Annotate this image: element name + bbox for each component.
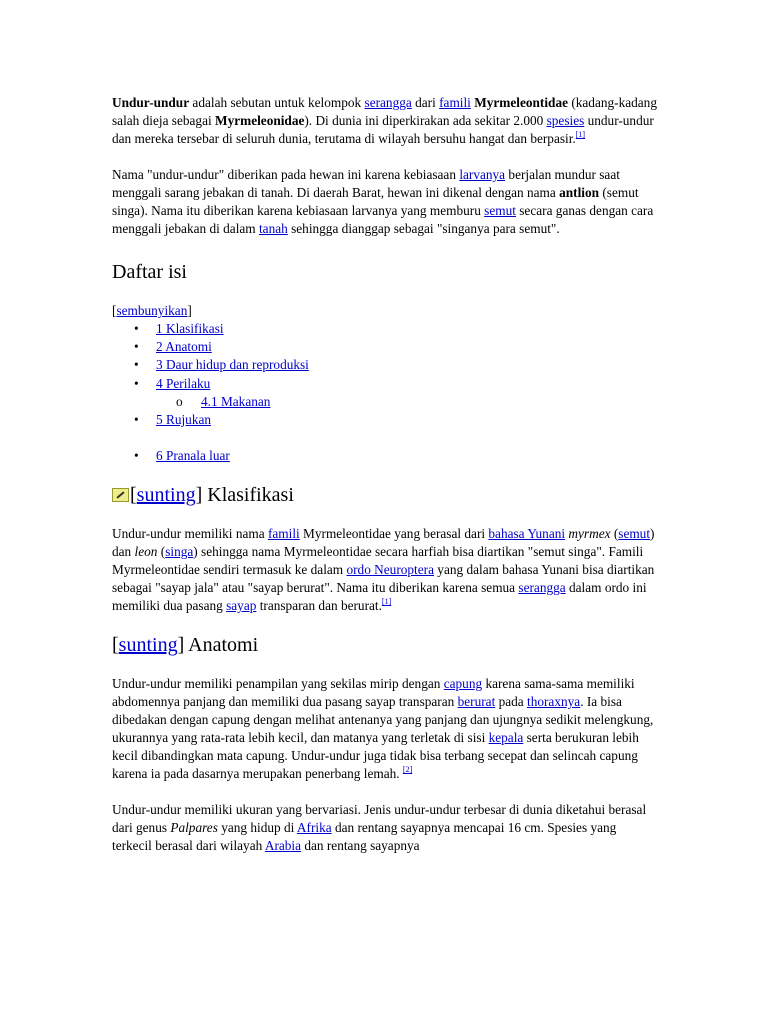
text: karena sama-sama memiliki abdomennya panjang dan memiliki dua pasang sayap transparan <box>112 676 635 710</box>
toc-item <box>112 411 657 429</box>
intro-paragraph-1 <box>112 94 657 148</box>
toc-link-perilaku[interactable]: 4 Perilaku <box>156 375 211 391</box>
edit-open-bracket: [ <box>112 634 119 657</box>
toc-subitem <box>112 393 657 411</box>
toc-heading: Daftar isi <box>112 261 187 283</box>
text: yang dalam bahasa Yunani bisa diartikan sebagai "sayap jala" atau "sayap berurat". Nama itu diberikan karena semua <box>112 562 655 596</box>
section-title: Anatomi <box>184 634 259 657</box>
toc-list <box>112 320 657 465</box>
bullet-icon: • <box>134 448 139 464</box>
link-ordo-neuroptera[interactable]: ordo Neuroptera <box>346 562 434 578</box>
text: yang hidup di <box>217 820 297 836</box>
text: dari <box>411 95 440 110</box>
text: Myrmeleontidae yang berasal dari <box>299 526 489 542</box>
text: ) dan <box>112 526 655 560</box>
toc-link-pranala-luar[interactable]: 6 Pranala luar <box>156 448 230 464</box>
text: ( <box>610 526 619 542</box>
toc-item <box>112 320 657 338</box>
toc-toggle-line <box>112 302 657 320</box>
text: Undur-undur memiliki ukuran yang bervariasi. Jenis undur-undur terbesar di dunia diketahui berasal dari genus <box>112 802 647 836</box>
toc-item <box>112 375 657 393</box>
reference-link-1[interactable]: [1] <box>575 130 586 139</box>
text: Undur-undur memiliki penampilan yang sekilas mirip dengan <box>112 676 444 692</box>
link-kepala[interactable]: kepala <box>488 730 524 746</box>
term-myrmex: myrmex <box>568 526 611 542</box>
link-capung[interactable]: capung <box>443 676 483 692</box>
toc-link-klasifikasi[interactable]: 1 Klasifikasi <box>156 321 224 336</box>
text: undur-undur dan mereka tersebar di seluruh dunia, terutama di wilayah bersuhu hangat dan berpasir. <box>112 113 654 146</box>
link-famili[interactable]: famili <box>267 526 300 542</box>
link-serangga[interactable]: serangga <box>518 580 566 596</box>
anatomi-paragraph-1 <box>112 675 657 783</box>
text: Undur-undur memiliki nama <box>112 526 268 542</box>
text: dalam ordo ini memiliki dua pasang <box>112 580 647 614</box>
text: ). Di dunia ini diperkirakan ada sekitar 2.000 <box>304 113 547 128</box>
toc-open-bracket: [ <box>112 303 117 318</box>
link-thoraxnya[interactable]: thoraxnya <box>527 694 581 710</box>
toc-item <box>112 338 657 356</box>
section-heading-klasifikasi <box>112 483 657 507</box>
text: ) sehingga nama Myrmeleontidae secara harfiah bisa diartikan "semut singa". Famili Myrmeleontidae sendiri termasuk ke dalam <box>112 544 644 578</box>
text: sehingga dianggap sebagai "singanya para semut". <box>287 221 560 236</box>
toc-link-anatomi[interactable]: 2 Anatomi <box>156 339 212 355</box>
term-undur-undur: Undur-undur <box>112 95 190 110</box>
toc-item <box>112 356 657 374</box>
article-body <box>112 94 657 855</box>
term-palpares: Palpares <box>170 820 218 836</box>
edit-link-anatomi[interactable]: sunting <box>118 634 178 657</box>
text: ( <box>157 544 166 560</box>
text: adalah sebutan untuk kelompok <box>189 95 365 110</box>
bullet-icon: • <box>134 357 139 373</box>
term-myrmeleonidae: Myrmeleonidae <box>215 113 305 128</box>
text: secara ganas dengan cara menggali jebakan di dalam <box>112 203 654 236</box>
edit-link-klasifikasi[interactable]: sunting <box>136 484 196 507</box>
link-serangga[interactable]: serangga <box>364 95 412 110</box>
reference-link-1[interactable]: [1] <box>381 597 392 607</box>
bullet-icon: • <box>134 321 139 336</box>
text: (kadang-kadang salah dieja sebagai <box>112 95 657 128</box>
bullet-icon: • <box>134 412 139 428</box>
link-famili[interactable]: famili <box>439 95 471 110</box>
edit-pencil-icon[interactable] <box>112 488 129 502</box>
toc-link-daur-hidup[interactable]: 3 Daur hidup dan reproduksi <box>156 357 309 373</box>
edit-close-bracket: ] <box>195 484 203 507</box>
edit-open-bracket: [ <box>130 484 137 507</box>
link-singa[interactable]: singa <box>165 544 194 560</box>
text: Nama "undur-undur" diberikan pada hewan ini karena kebiasaan <box>112 167 460 182</box>
toc-link-makanan[interactable]: 4.1 Makanan <box>201 393 271 409</box>
section-heading-anatomi <box>112 633 657 657</box>
text: serta berukuran lebih kecil dibandingkan mata capung. Undur-undur juga tidak bisa terbang secepat dan selincah capung karena ia pada dasarnya merupakan penerbang lemah. <box>112 730 639 782</box>
text: (semut singa). Nama itu diberikan karena kebiasaan larvanya yang memburu <box>112 185 639 218</box>
edit-close-bracket: ] <box>177 634 185 657</box>
bullet-icon: • <box>134 375 139 391</box>
anatomi-paragraph-2 <box>112 801 657 855</box>
text: dan rentang sayapnya <box>301 838 420 854</box>
term-antlion: antlion <box>559 185 600 200</box>
circle-bullet-icon: o <box>176 393 183 409</box>
toc-close-bracket: ] <box>187 303 192 318</box>
toc-hide-link[interactable]: sembunyikan <box>116 303 188 318</box>
link-sayap[interactable]: sayap <box>226 598 257 614</box>
link-arabia[interactable]: Arabia <box>264 838 302 854</box>
text: dan rentang sayapnya mencapai 16 cm. Spesies yang terkecil berasal dari wilayah <box>112 820 617 854</box>
toc-link-rujukan[interactable]: 5 Rujukan <box>156 412 212 428</box>
link-larvanya[interactable]: larvanya <box>459 167 506 182</box>
term-leon: leon <box>134 544 158 560</box>
link-semut[interactable]: semut <box>618 526 651 542</box>
link-spesies[interactable]: spesies <box>546 113 585 128</box>
intro-paragraph-2 <box>112 166 657 238</box>
toc-item <box>112 447 657 465</box>
text: . Ia bisa dibedakan dengan capung dengan melihat antenanya yang panjang dan ujungnya sedikit melengkung, ukurannya yang rata-rata lebih kecil, dan matanya yang terletak di sisi <box>112 694 654 746</box>
text: transparan dan berurat. <box>256 598 382 614</box>
link-tanah[interactable]: tanah <box>258 221 288 236</box>
link-semut[interactable]: semut <box>484 203 516 218</box>
text: berjalan mundur saat menggali sarang jebakan di tanah. Di daerah Barat, hewan ini dikenal dengan nama <box>112 167 620 200</box>
term-myrmeleontidae: Myrmeleontidae <box>474 95 568 110</box>
klasifikasi-paragraph <box>112 525 657 615</box>
link-berurat[interactable]: berurat <box>457 694 496 710</box>
text: pada <box>495 694 528 710</box>
section-title: Klasifikasi <box>202 484 294 507</box>
bullet-icon: • <box>134 339 139 355</box>
link-afrika[interactable]: Afrika <box>296 820 332 836</box>
reference-link-2[interactable]: [2] <box>402 765 413 775</box>
link-bahasa-yunani[interactable]: bahasa Yunani <box>488 526 566 542</box>
